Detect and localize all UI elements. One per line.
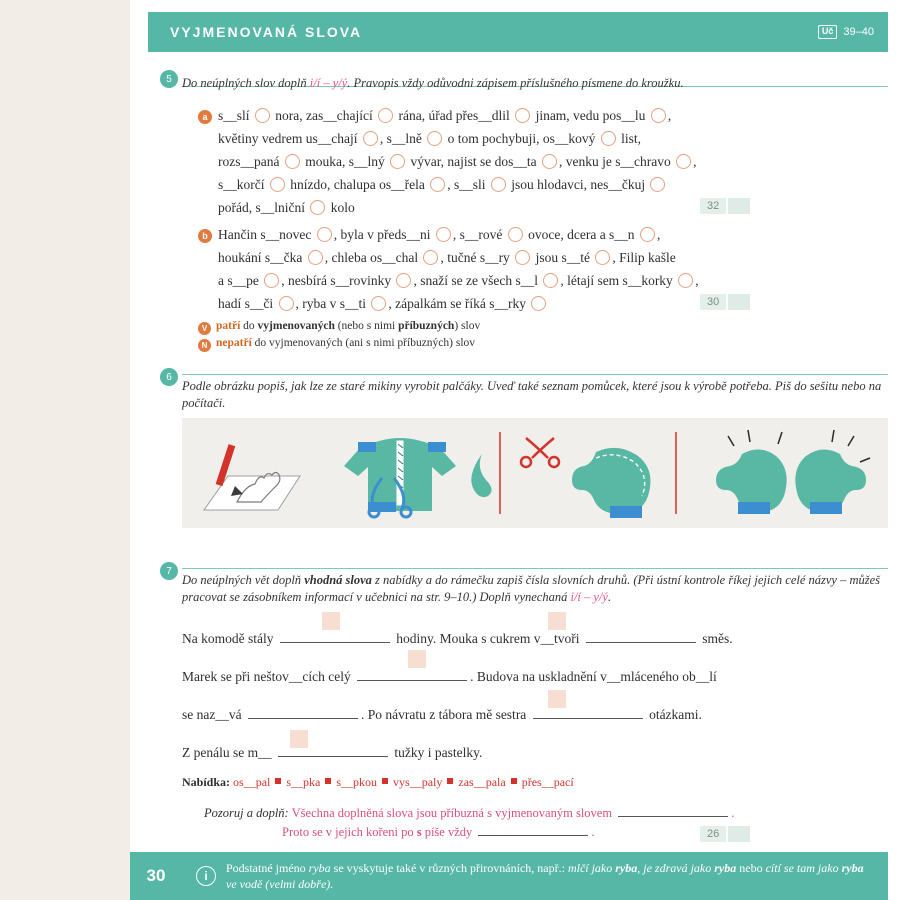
bullet-square-icon — [325, 778, 331, 784]
ex7-instr-bold: vhodná slova — [304, 573, 372, 587]
ex7-observe-text-1[interactable]: Všechna doplněná slova jsou příbuzná s vyjmenovaným slovem . — [291, 806, 735, 820]
ex5-line-b1[interactable]: Hančin s__novec , byla v předs__ni , s__rové ovoce, dcera a s__n , — [218, 227, 661, 242]
answer-circle[interactable] — [308, 250, 323, 265]
answer-blank[interactable] — [280, 631, 390, 643]
ex7-observe-line-1 — [204, 805, 734, 821]
answer-circle[interactable] — [542, 154, 557, 169]
legend-v-mid2: (nebo s nimi — [334, 320, 399, 332]
ex7-sentence-3[interactable]: se naz__vá . Po návratu z tábora mě sestra otázkami. — [182, 707, 702, 722]
legend-v-icon: V — [198, 322, 211, 335]
ex7-word-bank-item-3[interactable]: vys__paly — [393, 775, 443, 789]
answer-circle[interactable] — [310, 200, 325, 215]
exercise-7-instruction — [182, 572, 882, 606]
ex7-sentence-2[interactable]: Marek se při neštov__cích celý . Budova na uskladnění v__mláceného ob__lí — [182, 669, 717, 684]
ex7-observe-text-2b: s — [416, 825, 422, 839]
answer-blank[interactable] — [248, 707, 358, 719]
answer-circle[interactable] — [430, 177, 445, 192]
footer-ryba-2: ryba — [615, 860, 638, 875]
ex5-score-b — [700, 294, 750, 310]
footer-note-text — [226, 860, 874, 892]
ex5-instr-pre: Do neúplných slov doplň — [182, 76, 310, 90]
footer-t2: se vyskytuje také v různých přirovnáních, např.: — [330, 860, 568, 875]
answer-circle[interactable] — [678, 273, 693, 288]
page-margin — [0, 0, 130, 900]
page-title: VYJMENOVANÁ SLOVA — [170, 24, 363, 40]
exercise-number-5: 5 — [160, 70, 178, 88]
ex5-score-a — [700, 198, 750, 214]
ex5-score-a-value: 32 — [700, 198, 726, 214]
info-icon: i — [196, 866, 216, 886]
answer-circle[interactable] — [371, 296, 386, 311]
ex7-observe-line-2 — [282, 824, 595, 840]
bullet-square-icon — [447, 778, 453, 784]
answer-circle[interactable] — [676, 154, 691, 169]
footer-t7: ve vodě (velmi dobře). — [226, 877, 334, 891]
bullet-square-icon — [511, 778, 517, 784]
answer-circle[interactable] — [515, 108, 530, 123]
answer-circle[interactable] — [317, 227, 332, 242]
illustration-svg — [182, 418, 888, 528]
ex7-word-bank — [182, 775, 574, 790]
legend-v-tail: ) slov — [454, 320, 481, 332]
divider-ex6 — [182, 374, 888, 375]
answer-blank[interactable] — [533, 707, 643, 719]
legend-v-mid1: do — [240, 320, 258, 332]
answer-circle[interactable] — [531, 296, 546, 311]
exercise-number-7: 7 — [160, 562, 178, 580]
answer-circle[interactable] — [285, 154, 300, 169]
ex5-instr-post: . Pravopis vždy odůvodni zápisem příslušného písmene do kroužku. — [347, 76, 684, 90]
ex7-word-class-box-1[interactable] — [322, 612, 340, 630]
answer-circle[interactable] — [279, 296, 294, 311]
page-number: 30 — [130, 852, 182, 900]
answer-circle[interactable] — [270, 177, 285, 192]
ex7-word-bank-label: Nabídka: — [182, 775, 231, 789]
footer-ryba-3: ryba — [714, 860, 737, 875]
ex5-score-a-blank[interactable] — [728, 198, 750, 214]
answer-circle[interactable] — [378, 108, 393, 123]
ex7-word-class-box-3[interactable] — [408, 650, 426, 668]
footer-ryba-4: ryba — [841, 860, 864, 875]
ex7-word-bank-item-5[interactable]: přes__pací — [521, 775, 574, 789]
ex5-score-b-blank[interactable] — [728, 294, 750, 310]
ex7-score-value: 26 — [700, 826, 726, 842]
divider-ex7 — [182, 568, 888, 569]
legend-n-icon: N — [198, 339, 211, 352]
bullet-square-icon — [275, 778, 281, 784]
answer-circle[interactable] — [255, 108, 270, 123]
ex7-observe-text-2c[interactable]: píše vždy . — [421, 825, 595, 839]
footer-ryba-1: ryba — [308, 860, 331, 875]
footer-note — [182, 852, 888, 900]
footer-t3: mlčí jako — [567, 860, 616, 875]
exercise-6-instruction: Podle obrázku popiš, jak lze ze staré mikiny vyrobit palčáky. Uveď také seznam pomůcek, které jsou k výrobě potřeba. Piš do sešitu nebo na počítači. — [182, 379, 882, 410]
ex7-instr-3: . — [607, 589, 612, 604]
answer-circle[interactable] — [650, 177, 665, 192]
page-header — [148, 12, 888, 52]
answer-blank[interactable] — [278, 745, 388, 757]
legend-v-bold2: vyjmenovaných — [257, 320, 335, 332]
ex7-word-bank-item-2[interactable]: s__pkou — [336, 775, 378, 789]
answer-circle[interactable] — [543, 273, 558, 288]
ex5-line-a1[interactable]: s__slí nora, zas__chající rána, úřad přes__dlil jinam, vedu pos__lu , — [218, 108, 672, 123]
ex7-word-bank-item-1[interactable]: s__pka — [286, 775, 321, 789]
ex7-word-class-box-2[interactable] — [548, 612, 566, 630]
ex5-line-b4[interactable]: hadí s__či , ryba v s__ti , zápalkám se říká s__rky — [218, 296, 548, 312]
ex7-sentence-1[interactable]: Na komodě stály hodiny. Mouka s cukrem v__tvoři směs. — [182, 631, 733, 646]
legend-n-bold: nepatří — [216, 337, 252, 349]
answer-circle[interactable] — [423, 250, 438, 265]
ex7-instr-2: z nabídky a do rámečku zapiš čísla slovních druhů. (Při ústní kontrole říkej jejich celé názvy – můžeš pracovat se zásobníkem informací v učebnici na str. 9–10.) Doplň vynechaná — [182, 573, 881, 604]
legend-n-rest: do vyjmenovaných (ani s nimi příbuzných) slov — [251, 337, 476, 349]
ex7-instr-1: Do neúplných vět doplň — [182, 573, 305, 587]
answer-circle[interactable] — [640, 227, 655, 242]
textbook-pages: 39–40 — [843, 25, 874, 38]
bullet-square-icon — [382, 778, 388, 784]
ex5-line-a4[interactable]: s__korčí hnízdo, chalupa os__řela , s__sli jsou hlodavci, nes__čkuj — [218, 177, 667, 193]
answer-circle[interactable] — [427, 131, 442, 146]
legend-item-n — [198, 337, 475, 352]
answer-blank[interactable] — [586, 631, 696, 643]
ex5-part-a-bullet: a — [198, 110, 212, 124]
answer-circle[interactable] — [264, 273, 279, 288]
legend-item-v — [198, 320, 480, 335]
ex5-score-b-value: 30 — [700, 294, 726, 310]
answer-circle[interactable] — [651, 108, 666, 123]
ex5-line-a2[interactable]: květiny vedrem us__chají , s__lně o tom pochybuji, os__kový list, — [218, 131, 641, 146]
exercise-5-instruction — [182, 75, 882, 92]
footer-t4: , je zdravá jako — [637, 860, 715, 875]
footer-t6: cítí se tam jako — [765, 860, 842, 875]
textbook-icon: Uč — [818, 25, 838, 39]
answer-circle[interactable] — [390, 154, 405, 169]
ex7-sentence-4[interactable]: Z penálu se m__ tužky i pastelky. — [182, 745, 483, 760]
footer-t1: Podstatné jméno — [226, 860, 309, 875]
ex7-observe-text-2a: Proto se v jejich kořeni po — [282, 825, 417, 839]
ex7-word-bank-item-0[interactable]: os__pal — [233, 775, 271, 789]
ex7-instr-highlight: i/í – y/ý — [570, 589, 608, 604]
exercise-number-6: 6 — [160, 368, 178, 386]
ex5-line-a5[interactable]: pořád, s__lniční kolo — [218, 200, 355, 215]
ex7-score-blank[interactable] — [728, 826, 750, 842]
answer-circle[interactable] — [396, 273, 411, 288]
answer-blank[interactable] — [618, 805, 728, 817]
ex7-observe-label: Pozoruj a doplň: — [204, 806, 289, 820]
ex7-score — [700, 826, 750, 842]
answer-circle[interactable] — [508, 227, 523, 242]
answer-blank[interactable] — [357, 669, 467, 681]
ex7-word-bank-item-4[interactable]: zas__pala — [458, 775, 506, 789]
ex5-line-b3[interactable]: a s__pe , nesbírá s__rovinky , snaží se ze všech s__l , létají sem s__korky , — [218, 273, 699, 288]
ex5-line-a3[interactable]: rozs__paná mouka, s__lný vývar, najist se dos__ta , venku je s__chravo , — [218, 154, 697, 169]
answer-circle[interactable] — [515, 250, 530, 265]
answer-circle[interactable] — [491, 177, 506, 192]
legend-v-bold: patří — [216, 320, 241, 332]
legend-v-bold3: příbuzných — [398, 320, 455, 332]
ex5-line-b2[interactable]: houkání s__čka , chleba os__chal , tučné s__ry jsou s__té , Filip kašle — [218, 250, 676, 265]
ex5-instr-highlight: i/í – y/ý — [309, 76, 348, 90]
textbook-reference — [818, 25, 874, 39]
illustration-mittens-howto — [182, 418, 888, 528]
ex5-part-b-bullet: b — [198, 229, 212, 243]
answer-circle[interactable] — [601, 131, 616, 146]
answer-circle[interactable] — [363, 131, 378, 146]
ex7-word-class-box-4[interactable] — [548, 690, 566, 708]
footer-t5: nebo — [736, 860, 766, 875]
answer-blank[interactable] — [478, 824, 588, 836]
answer-circle[interactable] — [436, 227, 451, 242]
answer-circle[interactable] — [595, 250, 610, 265]
